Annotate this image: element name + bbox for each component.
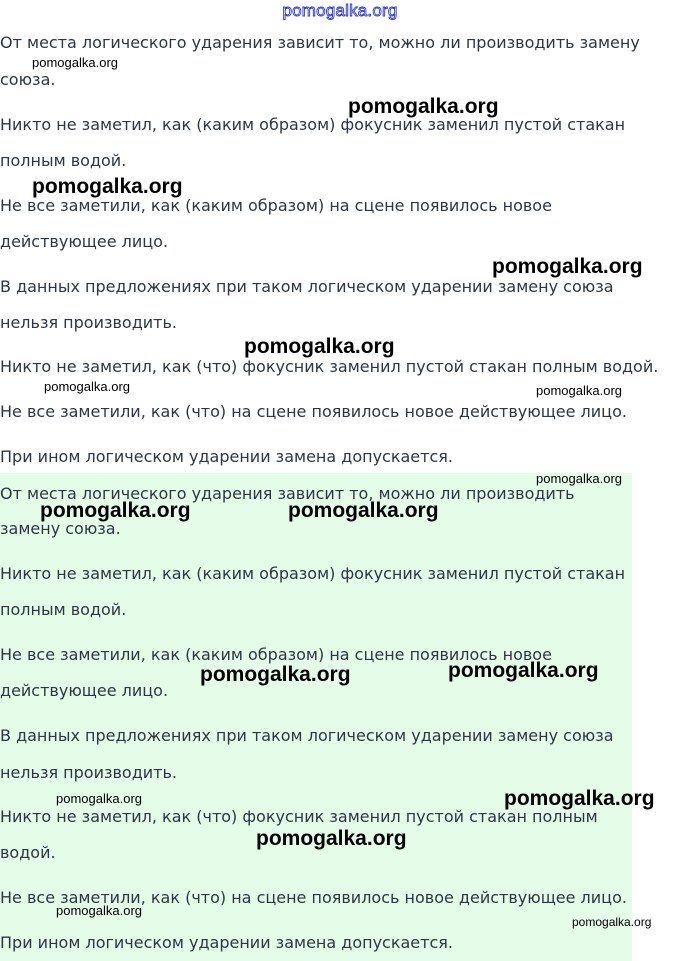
watermark: pomogalka.org <box>56 903 142 918</box>
paragraph-line: От места логического ударения зависит то, можно ли производить <box>0 484 575 503</box>
paragraph-line: полным водой. <box>0 600 127 619</box>
paragraph-line: полным водой. <box>0 151 127 170</box>
watermark: pomogalka.org <box>32 55 118 70</box>
paragraph-line: В данных предложениях при таком логическом ударении замену союза <box>0 726 614 745</box>
watermark: pomogalka.org <box>536 383 622 398</box>
paragraph-line: водой. <box>0 843 56 862</box>
paragraph-line: Никто не заметил, как (что) фокусник заменил пустой стакан полным водой. <box>0 357 659 376</box>
watermark: pomogalka.org <box>448 659 599 682</box>
watermark: pomogalka.org <box>244 335 395 358</box>
paragraph-line: действующее лицо. <box>0 232 169 251</box>
watermark: pomogalka.org <box>200 663 351 686</box>
paragraph-line: действующее лицо. <box>0 681 169 700</box>
paragraph-line: союза. <box>0 70 56 89</box>
watermark: pomogalka.org <box>348 95 499 118</box>
watermark: pomogalka.org <box>256 827 407 850</box>
paragraph-line: Никто не заметил, как (что) фокусник заменил пустой стакан полным <box>0 807 598 826</box>
paragraph-line: Никто не заметил, как (каким образом) фокусник заменил пустой стакан <box>0 115 626 134</box>
watermark: pomogalka.org <box>44 379 130 394</box>
paragraph-line: Не все заметили, как (каким образом) на сцене появилось новое <box>0 645 552 664</box>
watermark: pomogalka.org <box>572 915 652 929</box>
paragraph-line: От места логического ударения зависит то, можно ли производить замену <box>0 33 640 52</box>
watermark: pomogalka.org <box>40 499 191 522</box>
paragraph-line: При ином логическом ударении замена допускается. <box>0 933 453 952</box>
paragraph-line: Не все заметили, как (что) на сцене появилось новое действующее лицо. <box>0 402 627 421</box>
paragraph-line: Никто не заметил, как (каким образом) фокусник заменил пустой стакан <box>0 564 626 583</box>
watermark: pomogalka.org <box>492 255 643 278</box>
watermark: pomogalka.org <box>504 787 655 810</box>
paragraph-line: нельзя производить. <box>0 763 178 782</box>
paragraph-line: Не все заметили, как (что) на сцене появилось новое действующее лицо. <box>0 888 627 907</box>
paragraph-line: нельзя производить. <box>0 313 178 332</box>
paragraph-line: При ином логическом ударении замена допускается. <box>0 447 453 466</box>
watermark: pomogalka.org <box>536 471 622 486</box>
paragraph-line: Не все заметили, как (каким образом) на сцене появилось новое <box>0 196 552 215</box>
watermark: pomogalka.org <box>56 791 142 806</box>
watermark: pomogalka.org <box>288 499 439 522</box>
watermark: pomogalka.org <box>32 175 183 198</box>
paragraph-line: В данных предложениях при таком логическом ударении замену союза <box>0 277 614 296</box>
site-logo[interactable]: pomogalka.org <box>282 1 398 20</box>
paragraph-line: замену союза. <box>0 519 121 538</box>
